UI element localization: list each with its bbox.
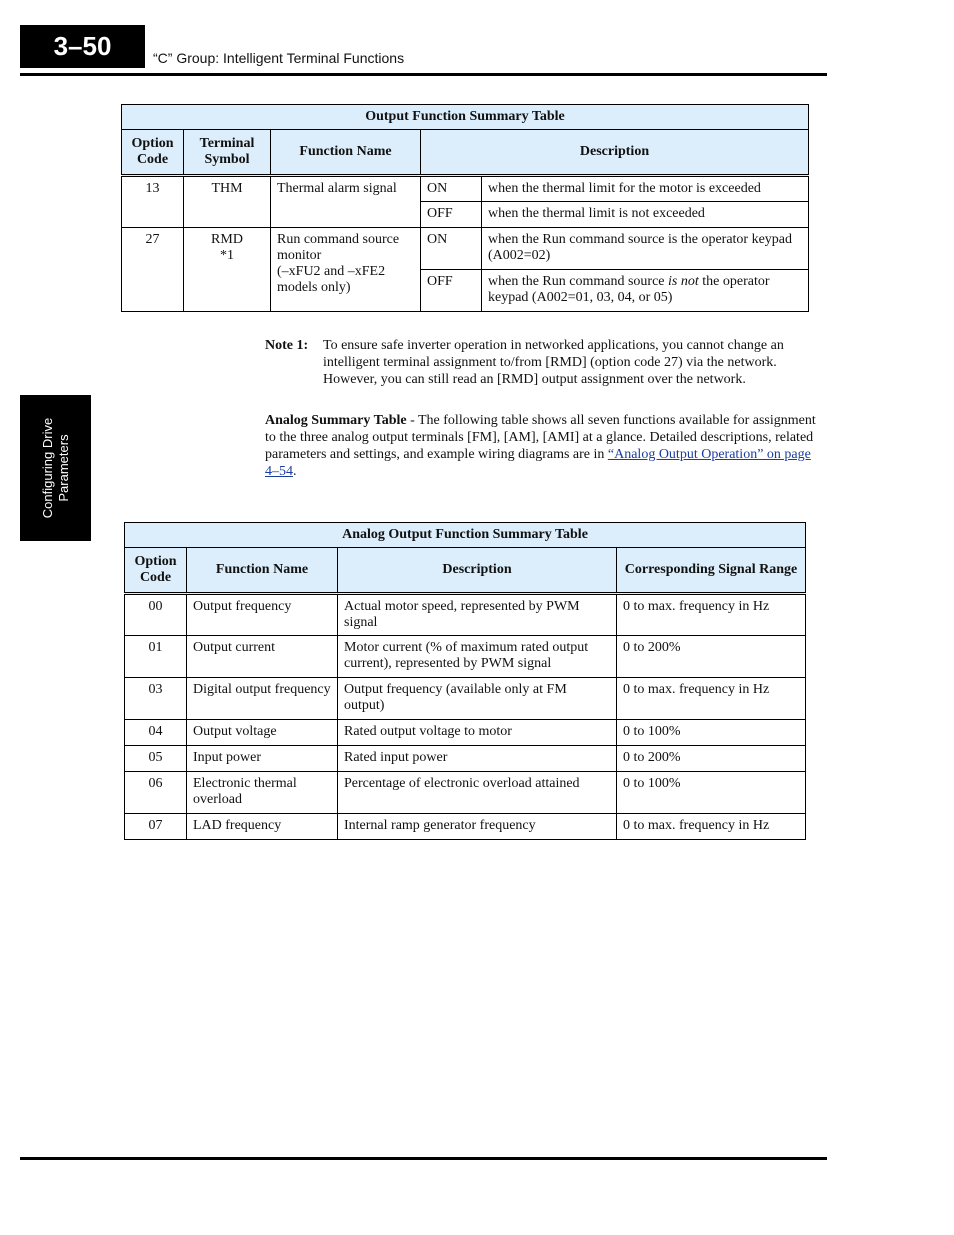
function-name-cell: LAD frequency (187, 814, 338, 840)
state-off-description (482, 270, 809, 312)
header-description: Description (338, 548, 617, 594)
table-row (122, 228, 809, 270)
off-desc-part-2: the operator keypad (A002=01, 03, 04, or 05) (488, 274, 770, 305)
signal-range-cell: 0 to max. frequency in Hz (617, 814, 806, 840)
page-header-title: “C” Group: Intelligent Terminal Functions (153, 50, 405, 66)
header-function-name: Function Name (271, 130, 421, 176)
side-tab-line-1: Configuring Drive (39, 417, 55, 519)
signal-range-cell: 0 to 200% (617, 636, 806, 678)
function-name-cell: Output current (187, 636, 338, 678)
page-number: 3–50 (20, 25, 145, 68)
note-label: Note 1: (265, 338, 309, 353)
description-cell: Motor current (% of maximum rated output current), represented by PWM signal (338, 636, 617, 678)
function-name-cell: Input power (187, 746, 338, 772)
option-code-cell: 27 (122, 228, 184, 312)
header-option-code: Option Code (125, 548, 187, 594)
state-off-cell: OFF (421, 202, 482, 228)
analog-summary-paragraph (265, 412, 817, 480)
signal-range-cell: 0 to 100% (617, 720, 806, 746)
option-code-cell: 07 (125, 814, 187, 840)
option-code-cell: 00 (125, 594, 187, 636)
function-name-cell: Electronic thermal overload (187, 772, 338, 814)
option-code-cell: 06 (125, 772, 187, 814)
option-code-cell: 01 (125, 636, 187, 678)
analog-output-summary-table (124, 522, 806, 840)
paragraph-end: . (293, 464, 297, 479)
table-row (125, 746, 806, 772)
header-rule (20, 73, 827, 76)
function-name-cell: Thermal alarm signal (271, 176, 421, 228)
option-code-cell: 04 (125, 720, 187, 746)
description-cell: Percentage of electronic overload attained (338, 772, 617, 814)
description-cell: Internal ramp generator frequency (338, 814, 617, 840)
note-1 (265, 337, 815, 388)
state-on-cell: ON (421, 228, 482, 270)
signal-range-cell: 0 to max. frequency in Hz (617, 594, 806, 636)
output-function-summary-table (121, 104, 809, 312)
option-code-cell: 05 (125, 746, 187, 772)
state-off-description: when the thermal limit is not exceeded (482, 202, 809, 228)
table-row (125, 594, 806, 636)
output-table-caption: Output Function Summary Table (122, 105, 809, 130)
description-cell: Rated input power (338, 746, 617, 772)
header-terminal-symbol: Terminal Symbol (184, 130, 271, 176)
function-model-note: (–xFU2 and –xFE2 models only) (277, 264, 386, 295)
note-text: To ensure safe inverter operation in networked applications, you cannot change an intelligent terminal assignment to/from [RMD] (option code 27) via the network. However, you can still read an [RMD] output assignment over the network. (323, 338, 784, 387)
section-side-tab (20, 395, 91, 541)
description-cell: Rated output voltage to motor (338, 720, 617, 746)
description-cell: Output frequency (available only at FM output) (338, 678, 617, 720)
signal-range-cell: 0 to max. frequency in Hz (617, 678, 806, 720)
table-row (125, 678, 806, 720)
option-code-cell: 13 (122, 176, 184, 228)
terminal-symbol-cell (184, 228, 271, 312)
table-row (125, 720, 806, 746)
off-desc-emphasis: is not (668, 274, 699, 289)
table-row (122, 176, 809, 202)
table-row (125, 636, 806, 678)
table-row (125, 772, 806, 814)
function-name-cell: Output frequency (187, 594, 338, 636)
paragraph-body: - The following table shows all seven functions available for assignment to the three analog output terminals [FM], [AM], [AMI] at a glance. Detailed descriptions, related parameters and settings, and example wiring diagrams are in (265, 413, 816, 462)
analog-table-caption: Analog Output Function Summary Table (125, 523, 806, 548)
signal-range-cell: 0 to 200% (617, 746, 806, 772)
function-name-cell: Digital output frequency (187, 678, 338, 720)
terminal-footnote-ref: *1 (220, 248, 234, 263)
terminal-symbol-cell: THM (184, 176, 271, 228)
header-function-name: Function Name (187, 548, 338, 594)
table-row (125, 814, 806, 840)
header-signal-range: Corresponding Signal Range (617, 548, 806, 594)
signal-range-cell: 0 to 100% (617, 772, 806, 814)
footer-rule (20, 1157, 827, 1160)
side-tab-line-2: Parameters (55, 434, 71, 502)
off-desc-part-1: when the Run command source (488, 274, 669, 289)
paragraph-lead: Analog Summary Table (265, 413, 407, 428)
description-cell: Actual motor speed, represented by PWM signal (338, 594, 617, 636)
side-tab-text (40, 398, 72, 538)
header-description: Description (421, 130, 809, 176)
function-name-text: Run command source monitor (277, 232, 400, 263)
function-name-cell (271, 228, 421, 312)
terminal-symbol-text: RMD (211, 232, 243, 247)
option-code-cell: 03 (125, 678, 187, 720)
function-name-cell: Output voltage (187, 720, 338, 746)
state-on-description: when the thermal limit for the motor is exceeded (482, 176, 809, 202)
state-on-cell: ON (421, 176, 482, 202)
state-off-cell: OFF (421, 270, 482, 312)
state-on-description: when the Run command source is the operator keypad (A002=02) (482, 228, 809, 270)
analog-output-operation-link[interactable]: “Analog Output Operation” on page 4–54 (265, 447, 811, 479)
header-option-code: Option Code (122, 130, 184, 176)
